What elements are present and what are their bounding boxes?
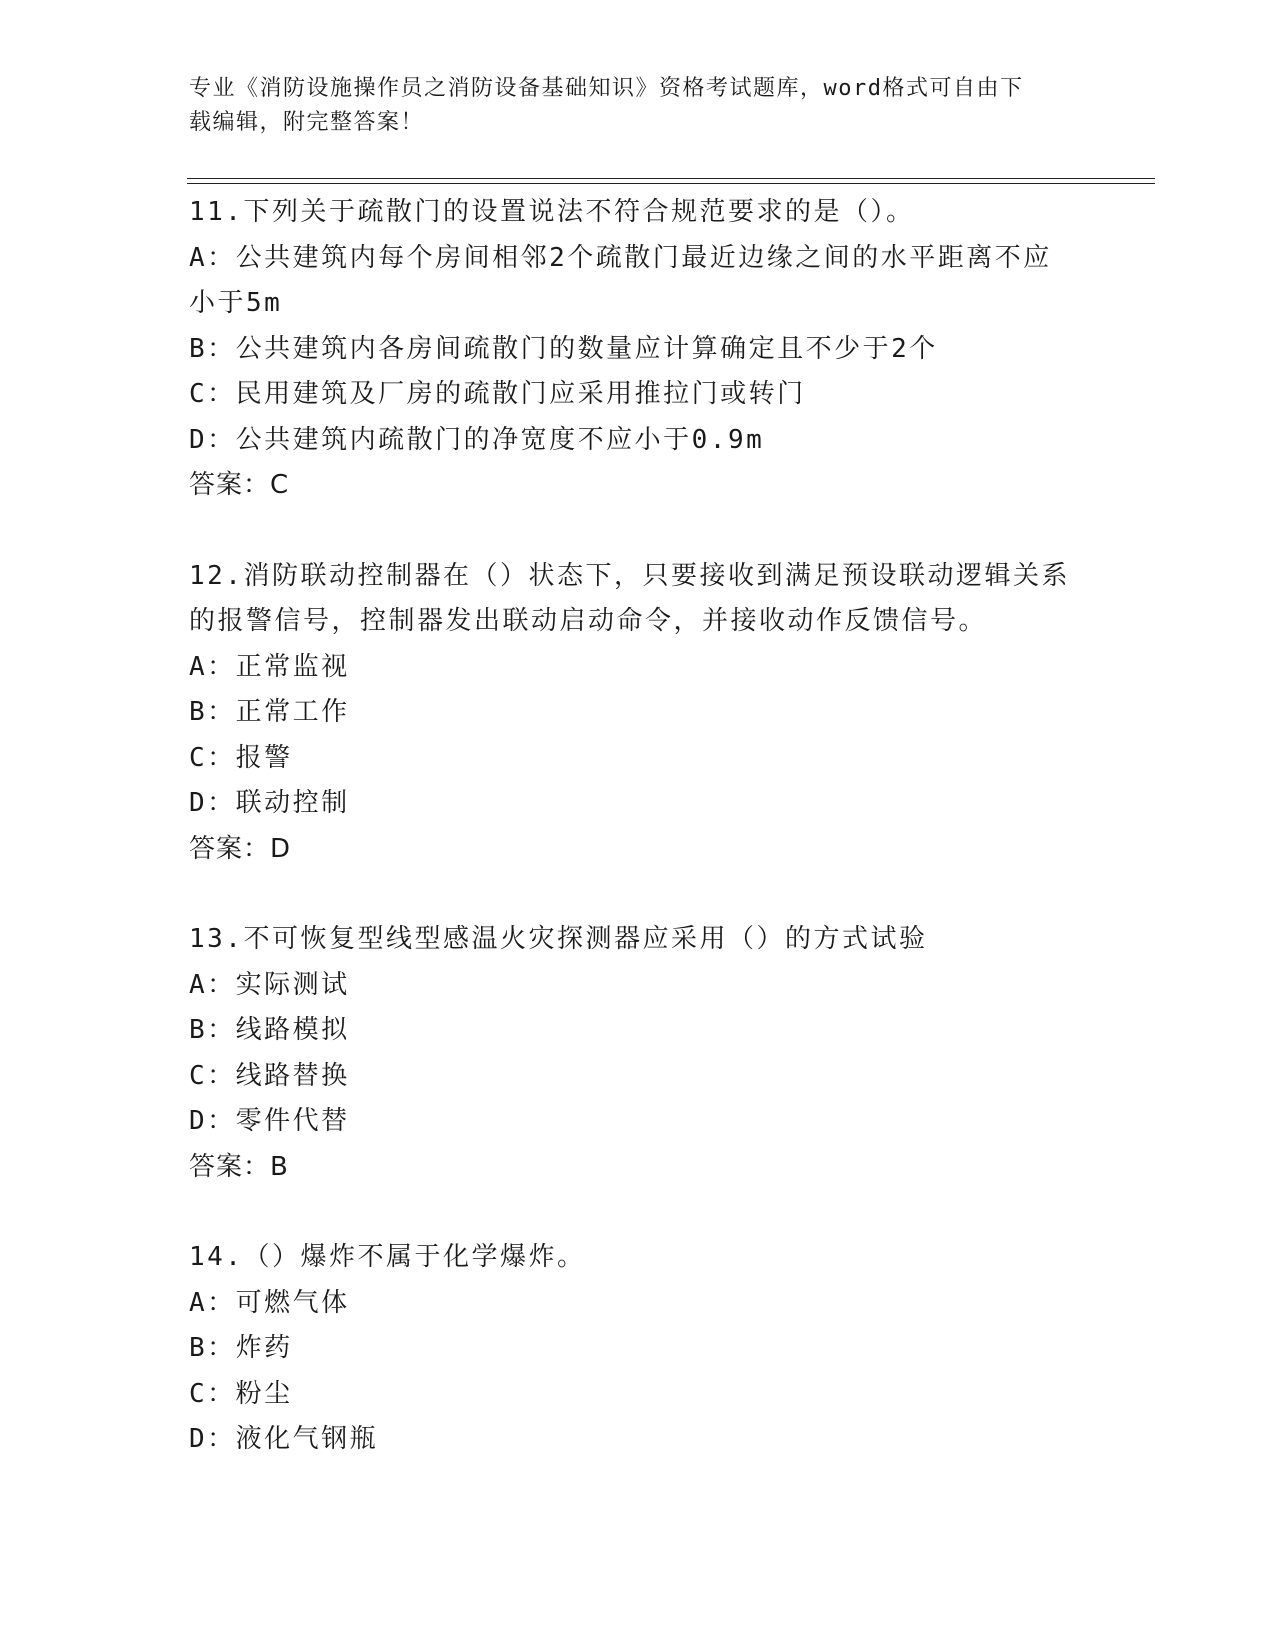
option-d <box>189 781 1089 827</box>
option-line: C：粉尘 <box>189 1378 293 1409</box>
option-line: C：报警 <box>189 742 293 773</box>
option-line: C：民用建筑及厂房的疏散门应采用推拉门或转门 <box>189 379 806 409</box>
option-line: A：公共建筑内每个房间相邻2个疏散门最近边缘之间的水平距离不应 <box>189 242 1052 273</box>
option-b <box>189 1008 1089 1054</box>
question-stem <box>189 917 1089 963</box>
option-d <box>189 1417 1089 1463</box>
stem-line: 12.消防联动控制器在（）状态下，只要接收到满足预设联动逻辑关系 <box>189 560 1070 591</box>
option-line: B：正常工作 <box>189 697 350 727</box>
stem-line: 的报警信号，控制器发出联动启动命令，并接收动作反馈信号。 <box>189 606 988 636</box>
question-11 <box>189 190 1089 509</box>
option-b <box>189 327 1089 373</box>
option-a <box>189 236 1089 327</box>
header-line-2: 载编辑，附完整答案！ <box>189 110 425 135</box>
question-stem <box>189 554 1089 645</box>
option-b <box>189 1326 1089 1372</box>
stem-line: 11.下列关于疏散门的设置说法不符合规范要求的是（）。 <box>189 197 915 227</box>
option-line: D：液化气钢瓶 <box>189 1424 379 1454</box>
option-line: D：联动控制 <box>189 788 350 818</box>
option-a <box>189 1281 1089 1327</box>
option-line: A：实际测试 <box>189 969 350 1000</box>
answer-label: 答案：B <box>189 1151 289 1182</box>
header-divider-bottom <box>187 183 1155 184</box>
stem-line: 13.不可恢复型线型感温火灾探测器应采用（）的方式试验 <box>189 924 928 954</box>
option-line: C：线路替换 <box>189 1060 350 1091</box>
question-13 <box>189 917 1089 1190</box>
option-line: B：公共建筑内各房间疏散门的数量应计算确定且不少于2个 <box>189 333 938 364</box>
option-c <box>189 736 1089 782</box>
question-stem <box>189 1235 1089 1281</box>
option-a <box>189 645 1089 691</box>
option-c <box>189 1054 1089 1100</box>
option-line: D：零件代替 <box>189 1106 350 1136</box>
option-a <box>189 963 1089 1009</box>
header-divider-top <box>187 178 1155 179</box>
document-header <box>189 72 1089 140</box>
option-line: D：公共建筑内疏散门的净宽度不应小于0.9m <box>189 424 765 455</box>
option-line: B：炸药 <box>189 1333 293 1363</box>
question-stem <box>189 190 1089 236</box>
option-d <box>189 1099 1089 1145</box>
question-12 <box>189 554 1089 873</box>
option-b <box>189 690 1089 736</box>
answer-label: 答案：D <box>189 833 292 864</box>
option-c <box>189 1372 1089 1418</box>
question-14 <box>189 1235 1089 1463</box>
option-c <box>189 372 1089 418</box>
option-d <box>189 418 1089 464</box>
stem-line: 14.（）爆炸不属于化学爆炸。 <box>189 1242 586 1272</box>
option-line: 小于5m <box>189 288 283 318</box>
option-line: A：可燃气体 <box>189 1287 350 1318</box>
option-line: B：线路模拟 <box>189 1015 350 1045</box>
option-line: A：正常监视 <box>189 651 350 682</box>
answer-label: 答案：C <box>189 470 290 500</box>
header-line-1: 专业《消防设施操作员之消防设备基础知识》资格考试题库，word格式可自由下 <box>189 76 1024 101</box>
question-list <box>189 190 1089 1508</box>
